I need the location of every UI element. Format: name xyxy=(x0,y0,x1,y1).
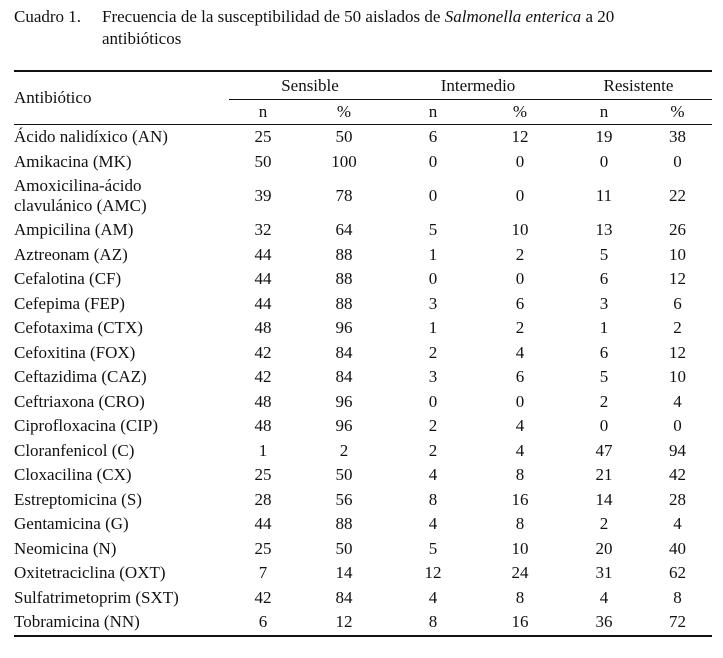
cell-sensible-n: 28 xyxy=(254,489,272,509)
header-group-resistente: Resistente xyxy=(565,71,712,100)
cell-resistente-pct: 4 xyxy=(673,391,682,411)
cell-sensible-n: 7 xyxy=(258,563,268,583)
antibiotic-name xyxy=(14,150,229,175)
cell-sensible-n: 42 xyxy=(254,367,272,387)
cell-intermedio-n: 6 xyxy=(428,127,438,147)
antibiotic-name-line: Aztreonam (AZ) xyxy=(14,244,128,264)
header-group-sensible: Sensible xyxy=(229,71,391,100)
header-sub-n: n xyxy=(565,100,643,125)
cell-resistente-n: 0 xyxy=(599,416,609,436)
table-row xyxy=(14,174,712,218)
cell-sensible-pct: 50 xyxy=(335,127,353,147)
cell-intermedio-pct: 0 xyxy=(515,186,525,205)
table-row xyxy=(14,488,712,513)
antibiotic-name xyxy=(14,537,229,562)
cell-intermedio-n: 4 xyxy=(428,465,438,485)
cell-intermedio-n: 12 xyxy=(424,563,442,583)
cell-intermedio-pct: 2 xyxy=(515,318,525,338)
cell-resistente-n: 3 xyxy=(599,293,609,313)
antibiotic-name xyxy=(14,174,229,218)
cell-resistente-pct: 12 xyxy=(669,269,686,289)
antibiotic-name-line: clavulánico (AMC) xyxy=(14,196,147,215)
cell-sensible-n: 42 xyxy=(254,587,272,607)
cell-intermedio-pct: 16 xyxy=(511,612,529,632)
antibiotic-name xyxy=(14,218,229,243)
antibiotic-name xyxy=(14,365,229,390)
cell-intermedio-pct: 0 xyxy=(515,391,525,411)
cell-sensible-pct: 84 xyxy=(335,367,353,387)
table-row xyxy=(14,610,712,636)
cell-intermedio-n: 2 xyxy=(428,416,438,436)
cell-intermedio-pct: 16 xyxy=(511,489,529,509)
cell-sensible-pct: 56 xyxy=(335,489,353,509)
cell-resistente-n: 1 xyxy=(599,318,609,338)
antibiotic-name xyxy=(14,243,229,268)
table-row xyxy=(14,414,712,439)
cell-intermedio-pct: 4 xyxy=(515,440,525,460)
cell-resistente-n: 6 xyxy=(599,269,609,289)
susceptibility-table xyxy=(14,70,712,637)
cell-intermedio-n: 8 xyxy=(428,612,438,632)
cell-sensible-n: 6 xyxy=(258,612,268,632)
cell-sensible-pct: 84 xyxy=(335,587,353,607)
cell-sensible-n: 48 xyxy=(254,318,272,338)
cell-resistente-pct: 38 xyxy=(669,127,686,147)
cell-sensible-n: 25 xyxy=(254,465,272,485)
antibiotic-name-line: Ceftriaxona (CRO) xyxy=(14,391,145,411)
cell-resistente-pct: 28 xyxy=(669,489,686,509)
cell-intermedio-pct: 6 xyxy=(515,293,525,313)
cell-sensible-n: 1 xyxy=(258,440,268,460)
cell-resistente-pct: 10 xyxy=(669,367,686,387)
cell-intermedio-n: 2 xyxy=(428,440,438,460)
cell-sensible-pct: 88 xyxy=(335,269,353,289)
table-row xyxy=(14,218,712,243)
cell-intermedio-pct: 10 xyxy=(511,220,529,240)
antibiotic-name-line: Cefoxitina (FOX) xyxy=(14,342,136,362)
table-row xyxy=(14,316,712,341)
antibiotic-name xyxy=(14,561,229,586)
cell-resistente-pct: 12 xyxy=(669,342,686,362)
cell-resistente-pct: 26 xyxy=(669,220,686,240)
antibiotic-name xyxy=(14,463,229,488)
antibiotic-name-line: Amikacina (MK) xyxy=(14,151,132,171)
header-antibiotic: Antibiótico xyxy=(14,71,229,125)
caption-line2: antibióticos xyxy=(102,29,182,48)
antibiotic-name-line: Cefotaxima (CTX) xyxy=(14,318,143,338)
antibiotic-name-line: Tobramicina (NN) xyxy=(14,612,140,632)
caption-organism: Salmonella enterica xyxy=(444,7,582,26)
cell-sensible-n: 48 xyxy=(254,416,272,436)
cell-resistente-pct: 8 xyxy=(673,587,682,607)
cell-intermedio-n: 5 xyxy=(428,220,438,240)
cell-resistente-n: 31 xyxy=(595,563,613,583)
antibiotic-name xyxy=(14,125,229,150)
header-sub-pct: % xyxy=(475,100,565,125)
cell-sensible-pct: 96 xyxy=(335,318,353,338)
antibiotic-name-line: Ciprofloxacina (CIP) xyxy=(14,416,158,436)
antibiotic-name-line: Cefepima (FEP) xyxy=(14,293,125,313)
table-row xyxy=(14,243,712,268)
cell-resistente-n: 20 xyxy=(595,538,613,558)
cell-sensible-pct: 88 xyxy=(335,293,353,313)
antibiotic-name-line: Cloranfenicol (C) xyxy=(14,440,135,460)
cell-intermedio-n: 5 xyxy=(428,538,438,558)
cell-resistente-pct: 0 xyxy=(673,416,682,436)
cell-sensible-pct: 88 xyxy=(335,244,353,264)
cell-sensible-n: 44 xyxy=(254,244,272,264)
cell-sensible-pct: 100 xyxy=(331,151,357,171)
cell-intermedio-pct: 8 xyxy=(515,465,525,485)
table-row xyxy=(14,537,712,562)
cell-intermedio-n: 8 xyxy=(428,489,438,509)
antibiotic-name-line: Ácido nalidíxico (AN) xyxy=(14,127,168,147)
header-row-groups xyxy=(14,71,712,100)
antibiotic-name-line: Sulfatrimetoprim (SXT) xyxy=(14,587,179,607)
cell-resistente-n: 36 xyxy=(595,612,613,632)
table-row xyxy=(14,267,712,292)
antibiotic-name-line: Ceftazidima (CAZ) xyxy=(14,367,147,387)
cell-intermedio-pct: 24 xyxy=(511,563,529,583)
cell-resistente-n: 6 xyxy=(599,342,609,362)
cell-intermedio-pct: 4 xyxy=(515,416,525,436)
cell-sensible-pct: 84 xyxy=(335,342,353,362)
cell-sensible-n: 25 xyxy=(254,538,272,558)
cell-resistente-n: 5 xyxy=(599,244,609,264)
cell-resistente-n: 14 xyxy=(595,489,613,509)
cell-sensible-pct: 12 xyxy=(335,612,353,632)
table-body xyxy=(14,125,712,636)
table-row xyxy=(14,512,712,537)
antibiotic-name-line: Neomicina (N) xyxy=(14,538,117,558)
cell-sensible-pct: 96 xyxy=(335,416,353,436)
cell-sensible-n: 25 xyxy=(254,127,272,147)
cell-sensible-pct: 64 xyxy=(335,220,353,240)
cell-resistente-n: 0 xyxy=(599,151,609,171)
table-row xyxy=(14,341,712,366)
cell-resistente-n: 5 xyxy=(599,367,609,387)
cell-resistente-pct: 42 xyxy=(669,465,686,485)
cell-intermedio-n: 0 xyxy=(428,391,438,411)
cell-resistente-n: 21 xyxy=(595,465,613,485)
header-sub-n: n xyxy=(391,100,475,125)
cell-intermedio-pct: 0 xyxy=(515,269,525,289)
antibiotic-name-line: Cloxacilina (CX) xyxy=(14,465,132,485)
antibiotic-name xyxy=(14,610,229,636)
cell-resistente-pct: 22 xyxy=(669,186,686,205)
cell-sensible-n: 42 xyxy=(254,342,272,362)
cell-sensible-n: 44 xyxy=(254,514,272,534)
cell-sensible-n: 44 xyxy=(254,293,272,313)
table-row xyxy=(14,463,712,488)
cell-resistente-pct: 62 xyxy=(669,563,686,583)
cell-sensible-pct: 50 xyxy=(335,538,353,558)
cell-intermedio-n: 4 xyxy=(428,587,438,607)
antibiotic-name xyxy=(14,316,229,341)
table-caption xyxy=(14,6,714,50)
cell-intermedio-n: 3 xyxy=(428,293,438,313)
antibiotic-name-line: Oxitetraciclina (OXT) xyxy=(14,563,166,583)
header-sub-pct: % xyxy=(643,100,712,125)
cell-sensible-n: 39 xyxy=(254,186,272,205)
cell-resistente-pct: 94 xyxy=(669,440,686,460)
cell-intermedio-n: 1 xyxy=(428,318,438,338)
table-row xyxy=(14,586,712,611)
cell-intermedio-pct: 0 xyxy=(515,151,525,171)
caption-text xyxy=(102,7,614,26)
table-row xyxy=(14,365,712,390)
antibiotic-name-line: Cefalotina (CF) xyxy=(14,269,122,289)
antibiotic-name xyxy=(14,341,229,366)
cell-sensible-n: 44 xyxy=(254,269,272,289)
antibiotic-name xyxy=(14,488,229,513)
cell-intermedio-pct: 8 xyxy=(515,587,525,607)
antibiotic-name-line: Estreptomicina (S) xyxy=(14,489,142,509)
antibiotic-name xyxy=(14,512,229,537)
antibiotic-name xyxy=(14,414,229,439)
antibiotic-name xyxy=(14,586,229,611)
caption-text-after: a 20 xyxy=(581,7,615,26)
cell-intermedio-pct: 10 xyxy=(511,538,529,558)
caption-label: Cuadro 1. xyxy=(14,7,82,26)
table-row xyxy=(14,292,712,317)
cell-sensible-n: 48 xyxy=(254,391,272,411)
cell-sensible-pct: 78 xyxy=(335,186,353,205)
cell-intermedio-pct: 2 xyxy=(515,244,525,264)
cell-resistente-n: 19 xyxy=(595,127,613,147)
antibiotic-name-line: Amoxicilina-ácido xyxy=(14,176,142,195)
cell-resistente-n: 11 xyxy=(595,186,613,205)
cell-sensible-pct: 96 xyxy=(335,391,353,411)
cell-sensible-pct: 14 xyxy=(335,563,353,583)
header-group-intermedio: Intermedio xyxy=(391,71,565,100)
table-row xyxy=(14,390,712,415)
antibiotic-name xyxy=(14,267,229,292)
caption-text-before: Frecuencia de la susceptibilidad de 50 aislados de xyxy=(102,7,445,26)
cell-sensible-pct: 2 xyxy=(339,440,349,460)
cell-resistente-pct: 0 xyxy=(673,151,682,171)
table-row xyxy=(14,439,712,464)
header-sub-pct: % xyxy=(297,100,391,125)
cell-resistente-pct: 2 xyxy=(673,318,682,338)
cell-intermedio-pct: 8 xyxy=(515,514,525,534)
cell-sensible-pct: 50 xyxy=(335,465,353,485)
antibiotic-name xyxy=(14,390,229,415)
header-sub-n: n xyxy=(229,100,297,125)
cell-intermedio-pct: 12 xyxy=(511,127,529,147)
antibiotic-name xyxy=(14,439,229,464)
cell-resistente-pct: 72 xyxy=(669,612,686,632)
cell-resistente-n: 47 xyxy=(595,440,613,460)
cell-intermedio-n: 3 xyxy=(428,367,438,387)
cell-intermedio-pct: 4 xyxy=(515,342,525,362)
table-row xyxy=(14,150,712,175)
antibiotic-name-line: Ampicilina (AM) xyxy=(14,220,134,240)
cell-resistente-n: 2 xyxy=(599,391,609,411)
antibiotic-name-line: Gentamicina (G) xyxy=(14,514,129,534)
cell-intermedio-n: 1 xyxy=(428,244,438,264)
cell-resistente-pct: 40 xyxy=(669,538,686,558)
table-row xyxy=(14,125,712,150)
cell-intermedio-n: 0 xyxy=(428,151,438,171)
cell-resistente-pct: 6 xyxy=(673,293,682,313)
cell-resistente-n: 4 xyxy=(599,587,609,607)
cell-intermedio-n: 4 xyxy=(428,514,438,534)
table-row xyxy=(14,561,712,586)
cell-intermedio-n: 0 xyxy=(428,269,438,289)
cell-resistente-pct: 4 xyxy=(673,514,682,534)
antibiotic-name xyxy=(14,292,229,317)
cell-sensible-n: 32 xyxy=(254,220,272,240)
cell-resistente-n: 2 xyxy=(599,514,609,534)
cell-sensible-pct: 88 xyxy=(335,514,353,534)
cell-resistente-n: 13 xyxy=(595,220,613,240)
cell-resistente-pct: 10 xyxy=(669,244,686,264)
cell-intermedio-pct: 6 xyxy=(515,367,525,387)
cell-intermedio-n: 2 xyxy=(428,342,438,362)
cell-sensible-n: 50 xyxy=(254,151,272,171)
cell-intermedio-n: 0 xyxy=(428,186,438,205)
